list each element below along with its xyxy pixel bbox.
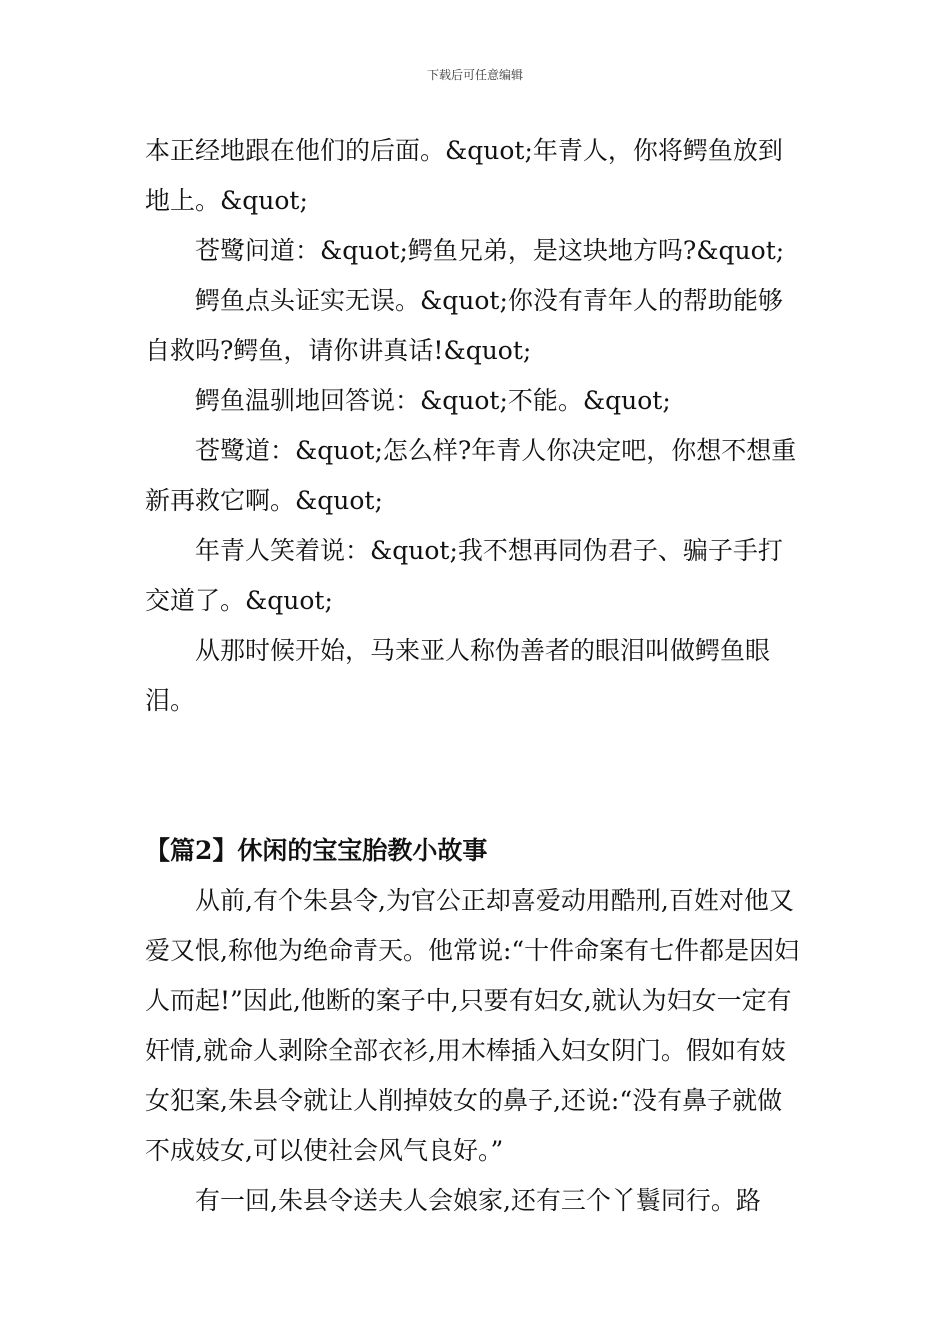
paragraph: 苍鹭道：&quot;怎么样?年青人你决定吧，你想不想重新再救它啊。&quot; — [145, 436, 797, 515]
paragraph: 有一回,朱县令送夫人会娘家,还有三个丫鬟同行。路 — [195, 1186, 761, 1215]
paragraph-continuation: 本正经地跟在他们的后面。&quot;年青人，你将鳄鱼放到地上。&quot; — [145, 136, 783, 215]
paragraph: 年青人笑着说：&quot;我不想再同伪君子、骗子手打交道了。&quot; — [145, 536, 783, 615]
document-body — [145, 126, 807, 1226]
page-header: 下载后可任意编辑 — [426, 68, 523, 82]
paragraph: 苍鹭问道：&quot;鳄鱼兄弟，是这块地方吗?&quot; — [195, 236, 785, 265]
section-title: 【篇2】休闲的宝宝胎教小故事 — [145, 836, 488, 865]
paragraph: 从前,有个朱县令,为官公正却喜爱动用酷刑,百姓对他又爱又恨,称他为绝命青天。他常说:“十件命案有七件都是因妇人而起!”因此,他断的案子中,只要有妇女,就认为妇女一定有奸情,就命人剥除全部衣衫,用木棒插入妇女阴门。假如有妓女犯案,朱县令就让人削掉妓女的鼻子,还说:“没有鼻子就做不成妓女,可以使社会风气良好。” — [145, 886, 800, 1165]
paragraph: 从那时候开始，马来亚人称伪善者的眼泪叫做鳄鱼眼泪。 — [145, 636, 771, 715]
section-gap — [145, 726, 807, 826]
paragraph: 鳄鱼点头证实无误。&quot;你没有青年人的帮助能够自救吗?鳄鱼，请你讲真话!&quot; — [145, 286, 783, 365]
paragraph: 鳄鱼温驯地回答说：&quot;不能。&quot; — [195, 386, 671, 415]
